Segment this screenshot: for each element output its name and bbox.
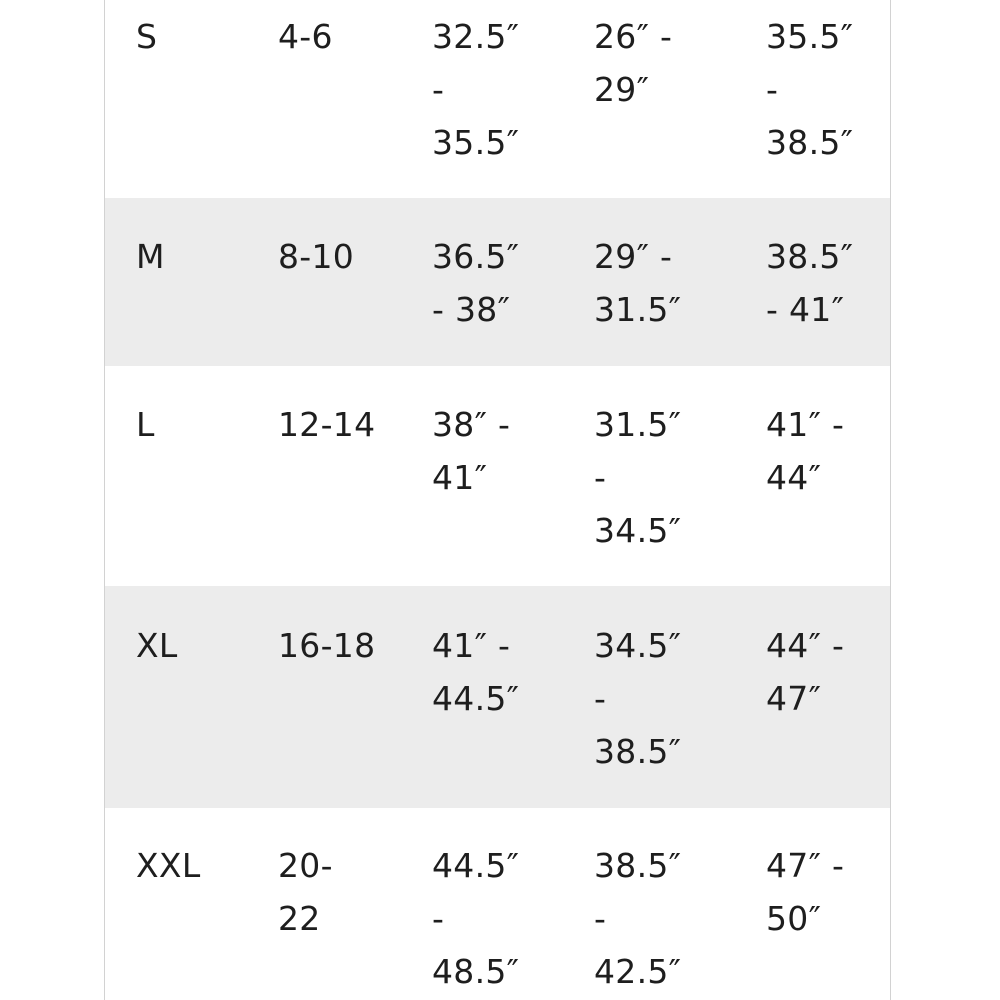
hip-cell: 44″ - 47″ <box>766 626 845 718</box>
uk-size-cell: 4-6 <box>278 17 333 56</box>
size-cell: XXL <box>136 846 201 885</box>
size-cell: L <box>136 405 155 444</box>
bust-cell: 38″ - 41″ <box>432 405 511 497</box>
uk-size-cell: 8-10 <box>278 237 355 276</box>
waist-cell: 38.5″ - 42.5″ <box>594 846 682 991</box>
size-cell: M <box>136 237 165 276</box>
hip-cell: 38.5″ - 41″ <box>766 237 854 329</box>
bust-cell: 36.5″ - 38″ <box>432 237 520 329</box>
size-cell: S <box>136 17 158 56</box>
bust-cell: 41″ - 44.5″ <box>432 626 520 718</box>
size-cell: XL <box>136 626 178 665</box>
hip-cell: 47″ - 50″ <box>766 846 845 938</box>
bust-cell: 32.5″ - 35.5″ <box>432 17 520 162</box>
waist-cell: 34.5″ - 38.5″ <box>594 626 682 771</box>
uk-size-cell: 12-14 <box>278 405 376 444</box>
bust-cell: 44.5″ - 48.5″ <box>432 846 520 991</box>
hip-cell: 41″ - 44″ <box>766 405 845 497</box>
waist-cell: 29″ - 31.5″ <box>594 237 682 329</box>
hip-cell: 35.5″ - 38.5″ <box>766 17 854 162</box>
waist-cell: 31.5″ - 34.5″ <box>594 405 682 550</box>
waist-cell: 26″ - 29″ <box>594 17 673 109</box>
uk-size-cell: 16-18 <box>278 626 376 665</box>
uk-size-cell: 20- 22 <box>278 846 333 938</box>
